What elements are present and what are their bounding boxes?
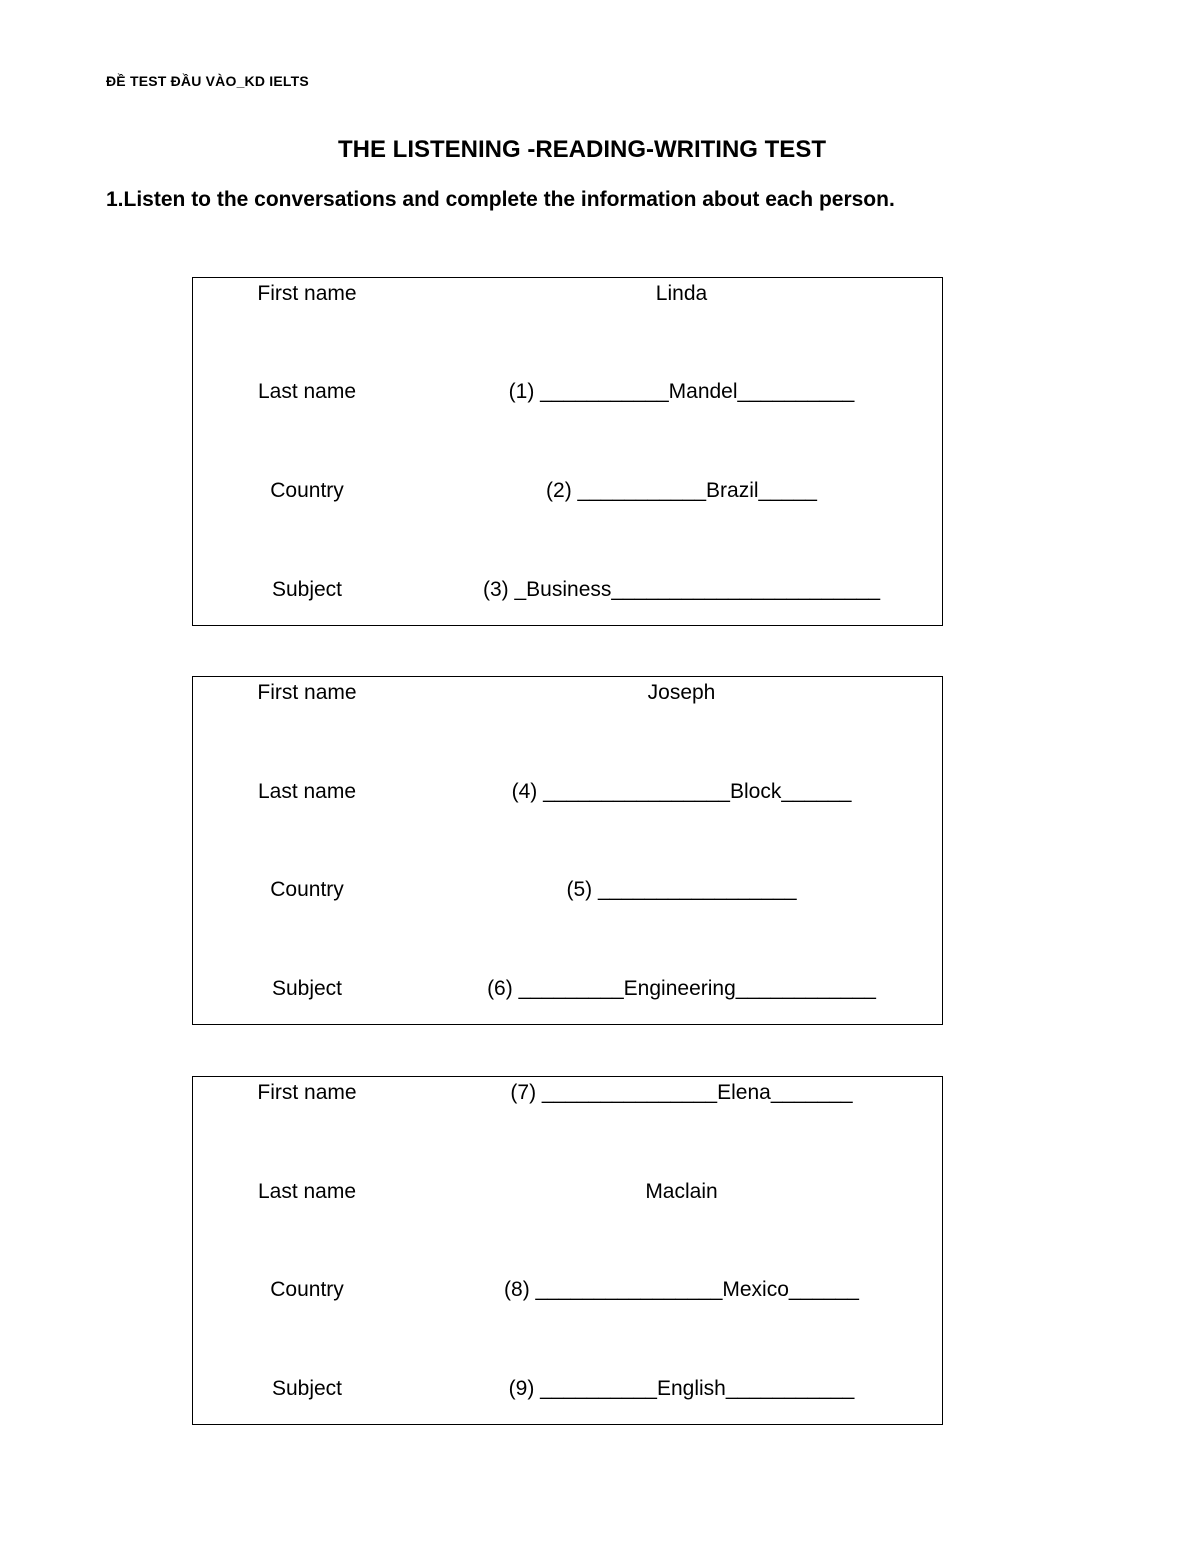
- field-label: Last name: [257, 380, 357, 403]
- header-note: ĐỀ TEST ĐẦU VÀO_KD IELTS: [106, 73, 309, 89]
- field-label: First name: [257, 1081, 357, 1104]
- table-row: [193, 777, 942, 807]
- field-label: Subject: [271, 977, 343, 1000]
- field-value: (3) _Business_______________________: [482, 578, 880, 601]
- table-row: [193, 476, 942, 506]
- field-value: Joseph: [647, 681, 716, 704]
- table-row: [193, 1374, 942, 1404]
- field-value: (5) _________________: [566, 878, 797, 901]
- person-table-1: [192, 277, 943, 626]
- field-value: (2) ___________Brazil_____: [546, 479, 817, 502]
- field-value: (9) __________English___________: [508, 1377, 855, 1400]
- instruction-text: 1.Listen to the conversations and complete the information about each person.: [106, 188, 895, 211]
- field-value: (7) _______________Elena_______: [510, 1081, 853, 1104]
- field-value: (1) ___________Mandel__________: [508, 380, 855, 403]
- table-row: [193, 1078, 942, 1108]
- table-row: [193, 377, 942, 407]
- field-label: Subject: [271, 578, 343, 601]
- document-title: THE LISTENING -READING-WRITING TEST: [338, 136, 826, 163]
- table-row: [193, 875, 942, 905]
- field-label: Country: [270, 878, 344, 901]
- field-value: (4) ________________Block______: [511, 780, 852, 803]
- field-value: (8) ________________Mexico______: [504, 1278, 859, 1301]
- field-value: Linda: [655, 282, 708, 305]
- person-table-3: [192, 1076, 943, 1425]
- table-row: [193, 279, 942, 309]
- field-label: Country: [270, 479, 344, 502]
- field-label: First name: [257, 681, 357, 704]
- field-value: Maclain: [645, 1180, 718, 1203]
- table-row: [193, 1177, 942, 1207]
- field-label: Last name: [257, 1180, 357, 1203]
- table-row: [193, 1275, 942, 1305]
- field-label: Subject: [271, 1377, 343, 1400]
- person-table-2: [192, 676, 943, 1025]
- field-label: Last name: [257, 780, 357, 803]
- field-label: Country: [270, 1278, 344, 1301]
- table-row: [193, 974, 942, 1004]
- table-row: [193, 575, 942, 605]
- field-label: First name: [257, 282, 357, 305]
- field-value: (6) _________Engineering____________: [487, 977, 876, 1000]
- table-row: [193, 678, 942, 708]
